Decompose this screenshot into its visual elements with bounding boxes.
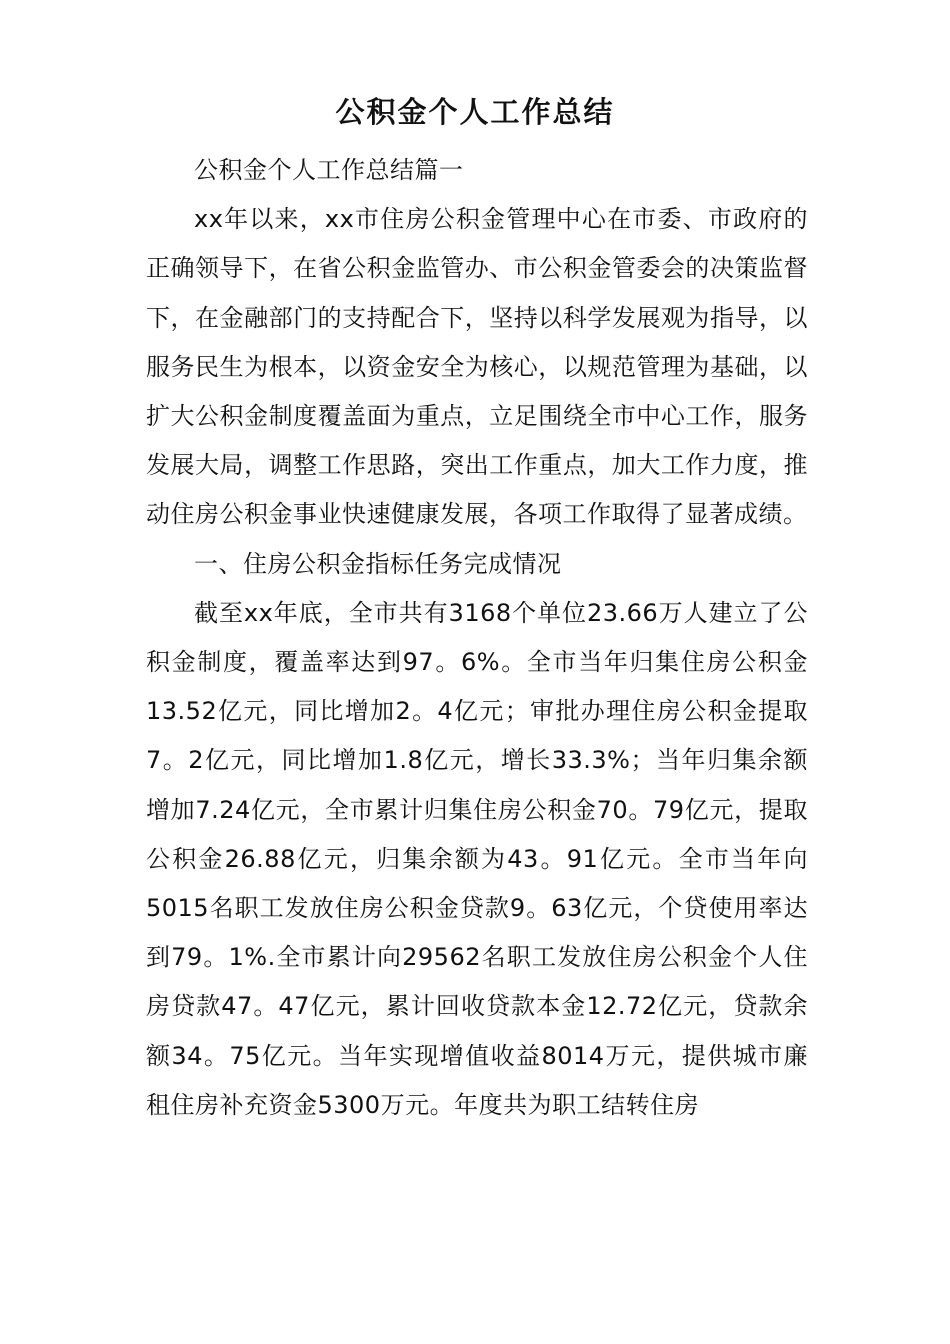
subsection-heading: 一、住房公积金指标任务完成情况 — [194, 549, 562, 578]
intro-paragraph: xx年以来，xx市住房公积金管理中心在市委、市政府的正确领导下，在省公积金监管办、市公积金管委会的决策监督下，在金融部门的支持配合下，坚持以科学发展观为指导，以服务民生为根本，以资金安全为核心，以规范管理为基础，以扩大公积金制度覆盖面为重点，立足围绕全市中心工作，服务发展大局，调整工作思路，突出工作重点，加大工作力度，推动住房公积金事业快速健康发展，各项工作取得了显著成绩。 — [146, 205, 808, 529]
section-heading: 公积金个人工作总结篇一 — [194, 156, 464, 184]
document-title: 公积金个人工作总结 — [335, 95, 615, 129]
document-body — [146, 146, 808, 1130]
statistics-paragraph: 截至xx年底，全市共有3168个单位23.66万人建立了公积金制度，覆盖率达到97。6%。全市当年归集住房公积金13.52亿元，同比增加2。4亿元；审批办理住房公积金提取7。2亿元，同比增加1.8亿元，增长33.3%；当年归集余额增加7.24亿元，全市累计归集住房公积金70。79亿元，提取公积金26.88亿元，归集余额为43。91亿元。全市当年向5015名职工发放住房公积金贷款9。63亿元，个贷使用率达到79。1%.全市累计向29562名职工发放住房公积金个人住房贷款47。47亿元，累计回收贷款本金12.72亿元，贷款余额34。75亿元。当年实现增值收益8014万元，提供城市廉租住房补充资金5300万元。年度共为职工结转住房 — [146, 598, 808, 1119]
